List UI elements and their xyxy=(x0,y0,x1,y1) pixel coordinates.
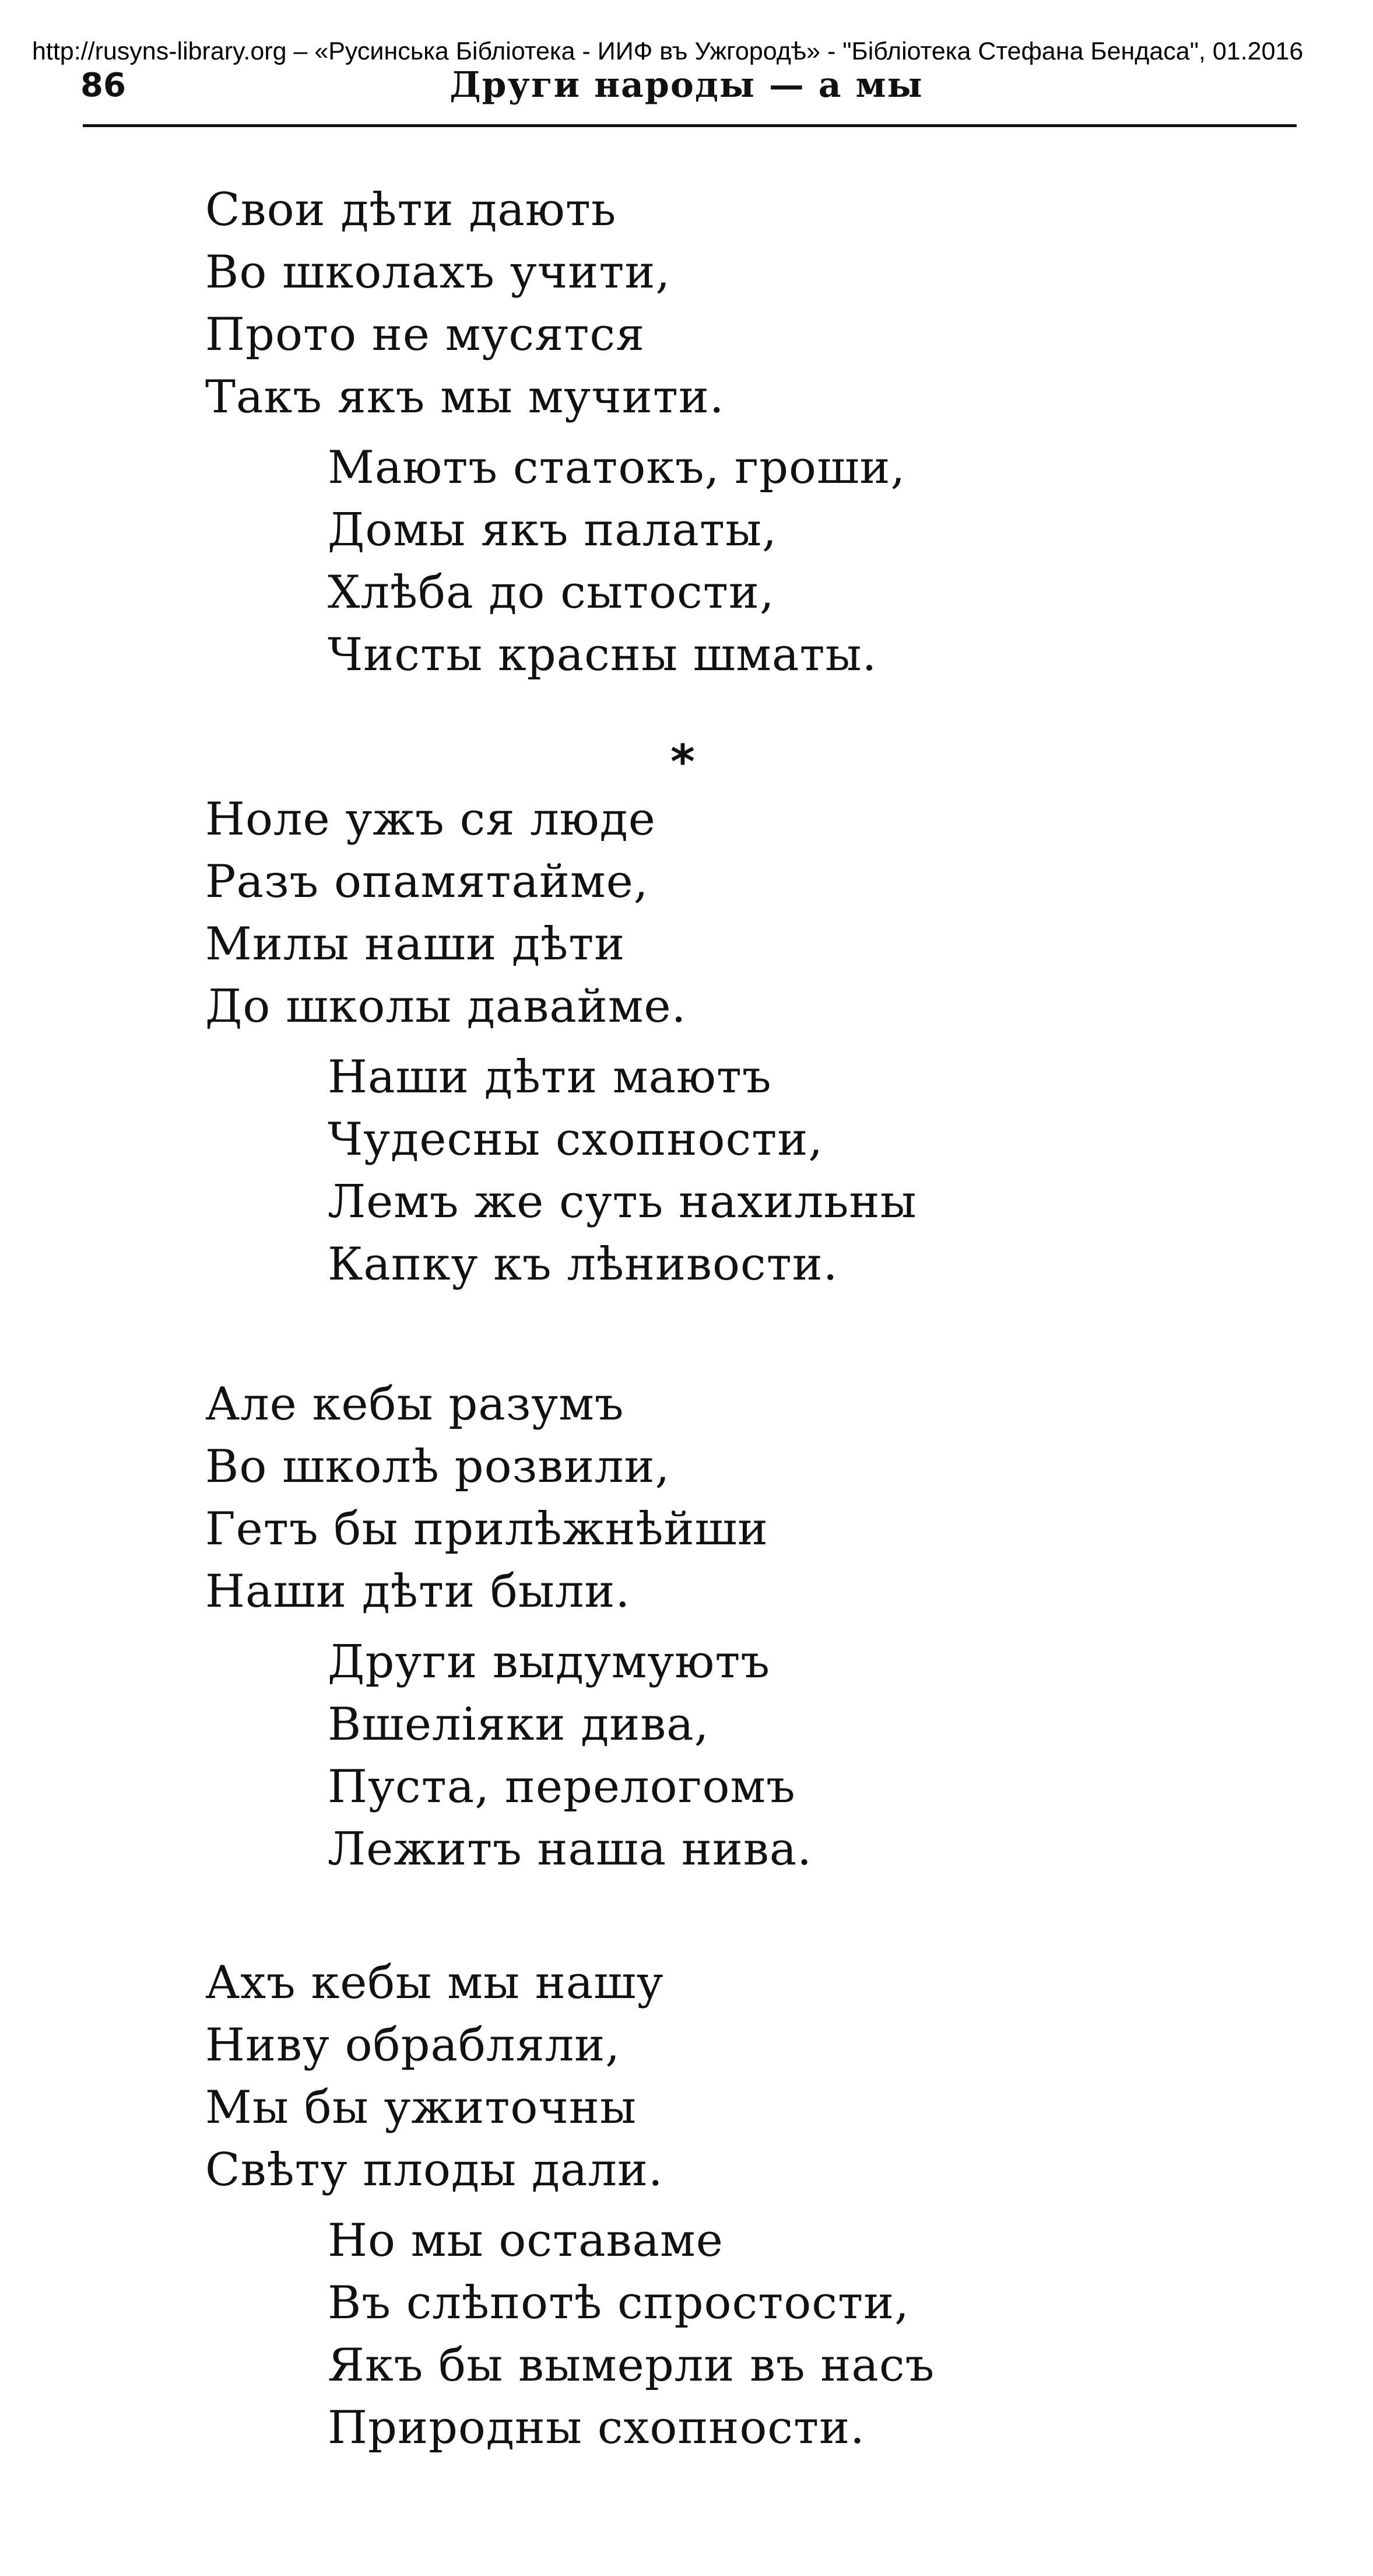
poem-line: Ниву обрабляли, xyxy=(205,2019,621,2072)
poem-line: Прото не мусятся xyxy=(205,309,645,361)
poem-line: Капку къ лѣнивости. xyxy=(328,1238,838,1291)
poem-line: Такъ якъ мы мучити. xyxy=(205,371,725,423)
poem-line: Лемъ же суть нахильны xyxy=(328,1176,917,1228)
poem-line: Лежитъ наша нива. xyxy=(328,1823,813,1876)
source-attribution: http://rusyns-library.org – «Русинська Бібліотека - ИИФ въ Ужгородѣ» - "Бібліотека Стефана Бендаса", 01.2016 xyxy=(32,37,1304,65)
poem-line: Наши дѣти маютъ xyxy=(328,1051,772,1103)
poem-line: Вшеліяки дива, xyxy=(328,1698,710,1751)
poem-line: Хлѣба до сытости, xyxy=(328,566,775,619)
poem-line: Свои дѣти дають xyxy=(205,184,617,236)
poem-line: Но мы оставаме xyxy=(328,2214,724,2267)
poem-line: Други выдумуютъ xyxy=(328,1636,771,1688)
section-separator: * xyxy=(670,735,695,789)
poem-line: Пуста, перелогомъ xyxy=(328,1761,796,1813)
poem-line: Маютъ статокъ, гроши, xyxy=(328,441,906,494)
poem-line: Во школѣ розвили, xyxy=(205,1441,670,1493)
poem-line: Въ слѣпотѣ спростости, xyxy=(328,2277,910,2329)
running-title: Други народы — а мы xyxy=(450,65,923,106)
poem-line: Разъ опамятайме, xyxy=(205,856,649,908)
poem-line: Гетъ бы прилѣжнѣйши xyxy=(205,1503,768,1555)
poem-line: Во школахъ учити, xyxy=(205,246,671,299)
page-number: 86 xyxy=(80,66,126,104)
poem-line: Ноле ужъ ся люде xyxy=(205,793,656,846)
poem-line: Свѣту плоды дали. xyxy=(205,2144,663,2196)
poem-line: Чудесны схопности, xyxy=(328,1113,824,1166)
poem-line: Але кебы разумъ xyxy=(205,1378,624,1431)
poem-line: Природны схопности. xyxy=(328,2402,865,2454)
poem-line: Наши дѣти были. xyxy=(205,1565,631,1618)
poem-line: Милы наши дѣти xyxy=(205,918,626,970)
poem-line: Ахъ кебы мы нашу xyxy=(205,1957,664,2009)
poem-line: Чисты красны шматы. xyxy=(328,629,877,681)
poem-line: Домы якъ палаты, xyxy=(328,504,777,556)
poem-line: Якъ бы вымерли въ насъ xyxy=(328,2339,935,2392)
header-rule xyxy=(83,124,1297,127)
poem-line: До школы давайме. xyxy=(205,980,687,1033)
poem-line: Мы бы ужиточны xyxy=(205,2081,637,2134)
